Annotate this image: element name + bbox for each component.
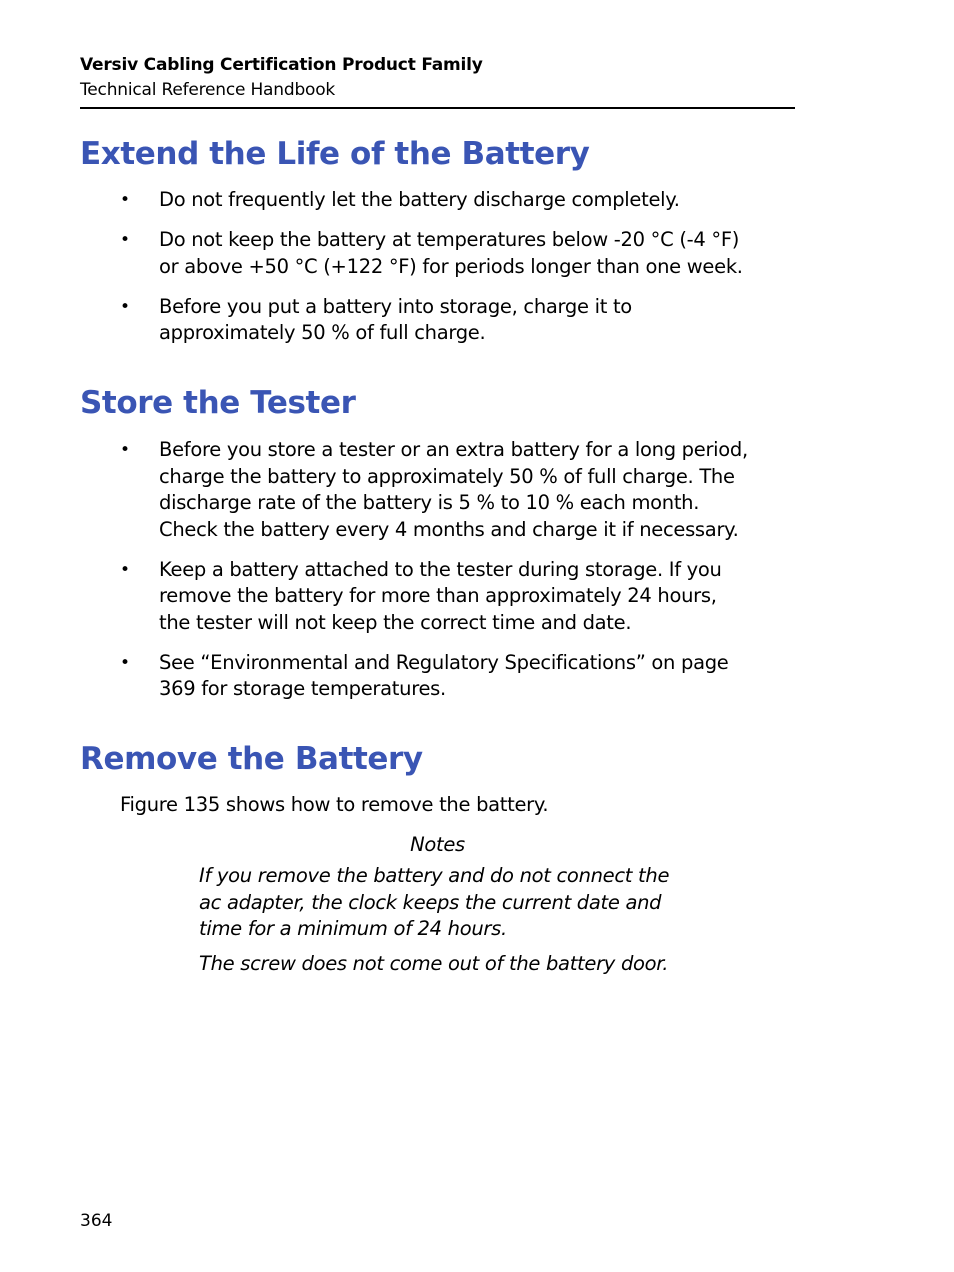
note-line: If you remove the battery and do not connect the bbox=[199, 864, 670, 887]
list-item-text: or above +50 °C (+122 °F) for periods longer than one week. bbox=[159, 254, 743, 278]
page-number: 364 bbox=[80, 1211, 113, 1231]
list-item bbox=[120, 650, 810, 703]
bullet-icon: • bbox=[120, 190, 130, 210]
list-item-text: Check the battery every 4 months and charge it if necessary. bbox=[159, 517, 739, 541]
list-item-text: 369 for storage temperatures. bbox=[159, 677, 446, 700]
list-item-text: charge the battery to approximately 50 % of full charge. The bbox=[159, 464, 735, 488]
note-paragraph bbox=[199, 951, 739, 978]
store-tester-list bbox=[120, 437, 810, 716]
running-header bbox=[80, 53, 795, 109]
bullet-icon: • bbox=[120, 440, 130, 460]
list-item-text: Keep a battery attached to the tester during storage. If you bbox=[159, 557, 722, 581]
list-item-text: See “Environmental and Regulatory Specifications” on page bbox=[159, 650, 729, 674]
note-line: ac adapter, the clock keeps the current date and bbox=[199, 890, 662, 914]
document-subtitle: Technical Reference Handbook bbox=[80, 80, 336, 100]
list-item-text: the tester will not keep the correct time and date. bbox=[159, 610, 632, 634]
note-line: The screw does not come out of the battery door. bbox=[199, 952, 669, 975]
bullet-icon: • bbox=[120, 230, 130, 250]
heading-extend-battery-life: Extend the Life of the Battery bbox=[80, 136, 590, 172]
document-title: Versiv Cabling Certification Product Family bbox=[80, 55, 483, 75]
list-item-text: discharge rate of the battery is 5 % to 10 % each month. bbox=[159, 491, 700, 514]
note-line: time for a minimum of 24 hours. bbox=[199, 917, 507, 940]
notes-heading: Notes bbox=[410, 833, 465, 856]
list-item bbox=[120, 294, 810, 347]
list-item bbox=[120, 557, 810, 637]
list-item-text: Before you store a tester or an extra battery for a long period, bbox=[159, 438, 748, 461]
list-item-text: approximately 50 % of full charge. bbox=[159, 321, 486, 344]
list-item-text: Do not frequently let the battery discharge completely. bbox=[159, 188, 680, 211]
battery-life-list bbox=[120, 187, 810, 360]
list-item-text: remove the battery for more than approximately 24 hours, bbox=[159, 584, 717, 607]
bullet-icon: • bbox=[120, 296, 130, 317]
list-item-text: Before you put a battery into storage, charge it to bbox=[159, 294, 632, 318]
note-paragraph bbox=[199, 863, 739, 943]
heading-remove-battery: Remove the Battery bbox=[80, 741, 423, 777]
list-item bbox=[120, 437, 810, 543]
list-item-text: Do not keep the battery at temperatures below -20 °C (-4 °F) bbox=[159, 228, 740, 251]
heading-store-tester: Store the Tester bbox=[80, 385, 356, 421]
list-item bbox=[120, 187, 810, 214]
list-item bbox=[120, 227, 810, 280]
bullet-icon: • bbox=[120, 652, 130, 673]
bullet-icon: • bbox=[120, 559, 130, 580]
figure-reference-text: Figure 135 shows how to remove the battery. bbox=[120, 793, 549, 816]
